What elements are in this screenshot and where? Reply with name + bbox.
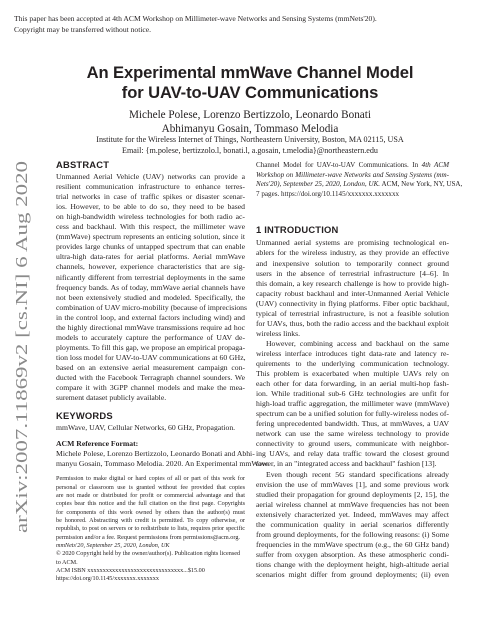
abstract-line: ios. However, to be able to do so, they need to be based [56, 202, 245, 212]
intro-line: This problem is exacerbated when multiple UAVs rely on [256, 369, 449, 379]
permission-text [56, 475, 245, 542]
abstract-line: ultra-high data-rates for aerial platforms. Aerial mmWave [56, 252, 245, 262]
arxiv-identifier-text: arXiv:2007.11869v2 [cs.NI] 6 Aug 2020 [12, 265, 31, 533]
author-line: Abhimanyu Gosain, Tommaso Melodia [161, 123, 339, 135]
author-list [50, 108, 450, 136]
abstract-line: ployments. To fill this gap, we propose an empirical propaga- [56, 342, 246, 352]
permission-block [56, 475, 245, 583]
intro-line: each other for data forwarding, in an aerial multi-hop fash- [256, 379, 449, 389]
intro-line: users in the absence of terrestrial infrastructure [4–6]. In [256, 268, 449, 278]
permission-line: for components of this work owned by others than the author(s) must [56, 508, 245, 516]
intro-line: (UAV) connectivity in flying platforms. Fiber optic backhaul, [256, 298, 449, 308]
abstract-line: trial networks in case of traffic spikes or disaster scenar- [56, 192, 245, 202]
permission-line: personal or classroom use is granted without fee provided that copies [56, 483, 245, 491]
intro-line: frequencies in the mmWave spectrum (e.g., the 60 GHz band) [256, 539, 449, 549]
isbn-line: ACM ISBN xxxxxxxxxxxxxxxxxxxxxxxxxxxxxxx...$15.00 [56, 567, 205, 575]
intro-line: scenarios might differ from ground deployments; (ii) even [256, 569, 449, 579]
introduction-heading: 1 INTRODUCTION [256, 224, 339, 236]
abstract-line: compare it with 3GPP channel models and make the mea- [56, 383, 245, 393]
citation-doi[interactable]: 7 pages. https://doi.org/10.1145/xxxxxxx.xxxxxxx [256, 189, 400, 198]
intro-line: ion. While traditional sub-6 GHz technologies are unfit for [256, 389, 449, 399]
intro-line: tower, in an "integrated access and backhaul" fashion [13]. [256, 459, 437, 469]
right-column [256, 161, 463, 580]
abstract-line: ducted with the Facebook Terragraph channel sounders. We [56, 372, 245, 382]
abstract-line: nificantly different from terrestrial deployments in the same [56, 272, 245, 282]
intro-line: tions change with the deployment height, high-altitude aerial [256, 559, 449, 569]
keywords-text: mmWave, UAV, Cellular Networks, 60 GHz, Propagation. [56, 423, 236, 433]
venue-line: mmNets'20, September 25, 2020, London, UK [56, 542, 170, 550]
citation-venue: 4th ACM [421, 161, 449, 169]
acm-reference-body [56, 449, 269, 469]
intro-line: Unmanned aerial systems are promising technological en- [256, 238, 449, 248]
intro-line: extensively characterized yet. Indeed, mmWaves may affect [256, 509, 449, 519]
intro-line: fering unprecedented bandwidth. Thus, at mmWaves, a UAV [256, 419, 449, 429]
intro-line: from ground deployments, for the following reasons: (i) Some [256, 529, 449, 539]
permission-line: permission and/or a fee. Request permissions from permissions@acm.org. [56, 533, 240, 541]
intro-line: spectrum can be a unified solution for fully-wireless nodes of- [256, 409, 449, 419]
notice-line: Copyright may be transferred without notice. [14, 25, 152, 35]
affiliation [40, 135, 460, 157]
intro-line: connectivity to ground users, communicate with neighbor- [256, 439, 449, 449]
permission-line: copies bear this notice and the full citation on the first page. Copyrights [56, 500, 245, 508]
intro-line: wireless links. [256, 328, 300, 338]
title-line: An Experimental mmWave Channel Model [86, 63, 414, 82]
acm-reference-heading: ACM Reference Format: [56, 439, 139, 449]
intro-line: network can use the same wireless technology to provide [256, 429, 449, 439]
abstract-line: the highly directional mmWave transmissions require ad hoc [56, 322, 245, 332]
keywords-heading: KEYWORDS [56, 410, 113, 422]
abstract-line: channels, however, experience characteristics that are sig- [56, 262, 245, 272]
notice-line: This paper has been accepted at 4th ACM Workshop on Millimeter-wave Networks and Sensing Systems (mmNets'20). [14, 14, 377, 23]
intro-line: Even though recent 5G standard specifications already [266, 469, 449, 479]
intro-line: capacity robust backhaul and inter-Unmanned Aerial Vehicle [256, 288, 449, 298]
citation-venue-line: Workshop on Millimeter-wave Networks and Sensing Systems (mm- [256, 170, 449, 179]
left-column [56, 159, 269, 584]
permission-line: be honored. Abstracting with credit is permitted. To copy otherwise, or [56, 517, 245, 525]
title-line: for UAV-to-UAV Communications [121, 83, 379, 102]
copyright-line: © 2020 Copyright held by the owner/author(s). Publication rights licensed [56, 550, 241, 558]
author-line: Michele Polese, Lorenzo Bertizzolo, Leonardo Bonati [128, 109, 371, 121]
intro-line: aerial wireless channel at mmWave frequencies has not been [256, 499, 449, 509]
intro-paragraph-2 [256, 339, 449, 470]
intro-line: wireless interface introduces tight data-rate and latency re- [256, 348, 449, 358]
abstract-line: (mmWave) spectrum represents an enticing solution, since it [56, 232, 245, 242]
publication-notice [14, 13, 484, 36]
affiliation-line: Institute for the Wireless Internet of Things, Northeastern University, Boston, MA 02115, USA [96, 135, 404, 144]
abstract-line: surement dataset publicly available. [56, 393, 167, 403]
abstract-line: frequency bands. As of today, mmWave aerial channels have [56, 282, 245, 292]
intro-paragraph-3 [256, 470, 449, 581]
intro-line: this domain, a key research challenge is how to provide high- [256, 278, 449, 288]
abstract-line: Unmanned Aerial Vehicle (UAV) networks can provide a [56, 172, 245, 182]
intro-line: However, combining access and backhaul on the same [266, 338, 449, 348]
doi-link[interactable]: https://doi.org/10.1145/xxxxxxx.xxxxxxx [56, 575, 159, 583]
abstract-line: resilient communication infrastructure to enhance terres- [56, 182, 245, 192]
intro-line: studied their propagation for ground deployments [2, 15], the [256, 489, 449, 499]
intro-line: ing UAVs, and relay data traffic toward the closest ground [256, 449, 449, 459]
citation-venue-end: Nets'20), September 25, 2020, London, UK. [256, 180, 381, 189]
abstract-line: not been extensively studied and modeled. Specifically, the [56, 292, 245, 302]
copyright-line-2: to ACM. [56, 558, 78, 566]
intro-line: and inexpensive solution to temporarily connect ground [256, 258, 449, 268]
abstract-heading: ABSTRACT [56, 159, 110, 170]
intro-line: the communication quality in aerial scenarios differently [256, 519, 449, 529]
citation-publisher: ACM, New York, NY, USA, [380, 180, 463, 189]
intro-line: envision the use of mmWaves [1], and some previous work [256, 479, 449, 489]
intro-paragraph-1 [256, 238, 449, 338]
abstract-line: provides large chunks of untapped spectrum that can enable [56, 242, 245, 252]
permission-line: are not made or distributed for profit or commercial advantage and that [56, 492, 245, 500]
abstract-line: based on an extensive aerial measurement campaign con- [56, 362, 245, 372]
intro-line: suffer from oxygen absorption. As these atmospheric condi- [256, 549, 449, 559]
paper-title [50, 63, 450, 103]
intro-line: ablers for the wireless industry, as they provide an effective [256, 248, 449, 258]
citation-text: Channel Model for UAV-to-UAV Communications. In [256, 161, 422, 169]
permission-line: Permission to make digital or hard copies of all or part of this work for [56, 475, 245, 483]
abstract-line: cess and backhaul. With this respect, the millimeter wave [56, 222, 245, 232]
abstract-line: models to accurately capture the performance of UAV de- [56, 332, 245, 342]
abstract-line: combination of UAV micro-mobility (because of imprecisions [56, 302, 248, 312]
intro-line: for UAVs, thus, both the radio access and the backhaul exploit [256, 318, 449, 328]
acm-reference-line: Michele Polese, Lorenzo Bertizzolo, Leonardo Bonati and Abhi- [56, 449, 255, 459]
intro-line: high-load traffic aggregation, the millimeter wave (mmWave) [256, 399, 449, 409]
acm-reference-line: manyu Gosain, Tommaso Melodia. 2020. An Experimental mmWave [56, 459, 269, 469]
abstract-line: on high-bandwidth wireless technologies for both radio ac- [56, 212, 245, 222]
email-line: Email: {m.polese, bertizzolo.l, bonati.l, a.gosain, t.melodia}@northeastern.edu [122, 145, 378, 155]
intro-line: typical of terrestrial infrastructure, is not a feasible solution [256, 308, 449, 318]
permission-line: republish, to post on servers or to redistribute to lists, requires prior specific [56, 525, 245, 533]
citation-continuation [256, 161, 463, 199]
abstract-line: tion loss model for UAV-to-UAV communications at 60 GHz, [56, 352, 246, 362]
arxiv-identifier[interactable] [5, 152, 37, 542]
abstract-body [56, 172, 248, 403]
abstract-line: in the control loop, and external factors including wind) and [56, 312, 245, 322]
intro-line: quirements to the underlying communication technology. [256, 358, 449, 368]
